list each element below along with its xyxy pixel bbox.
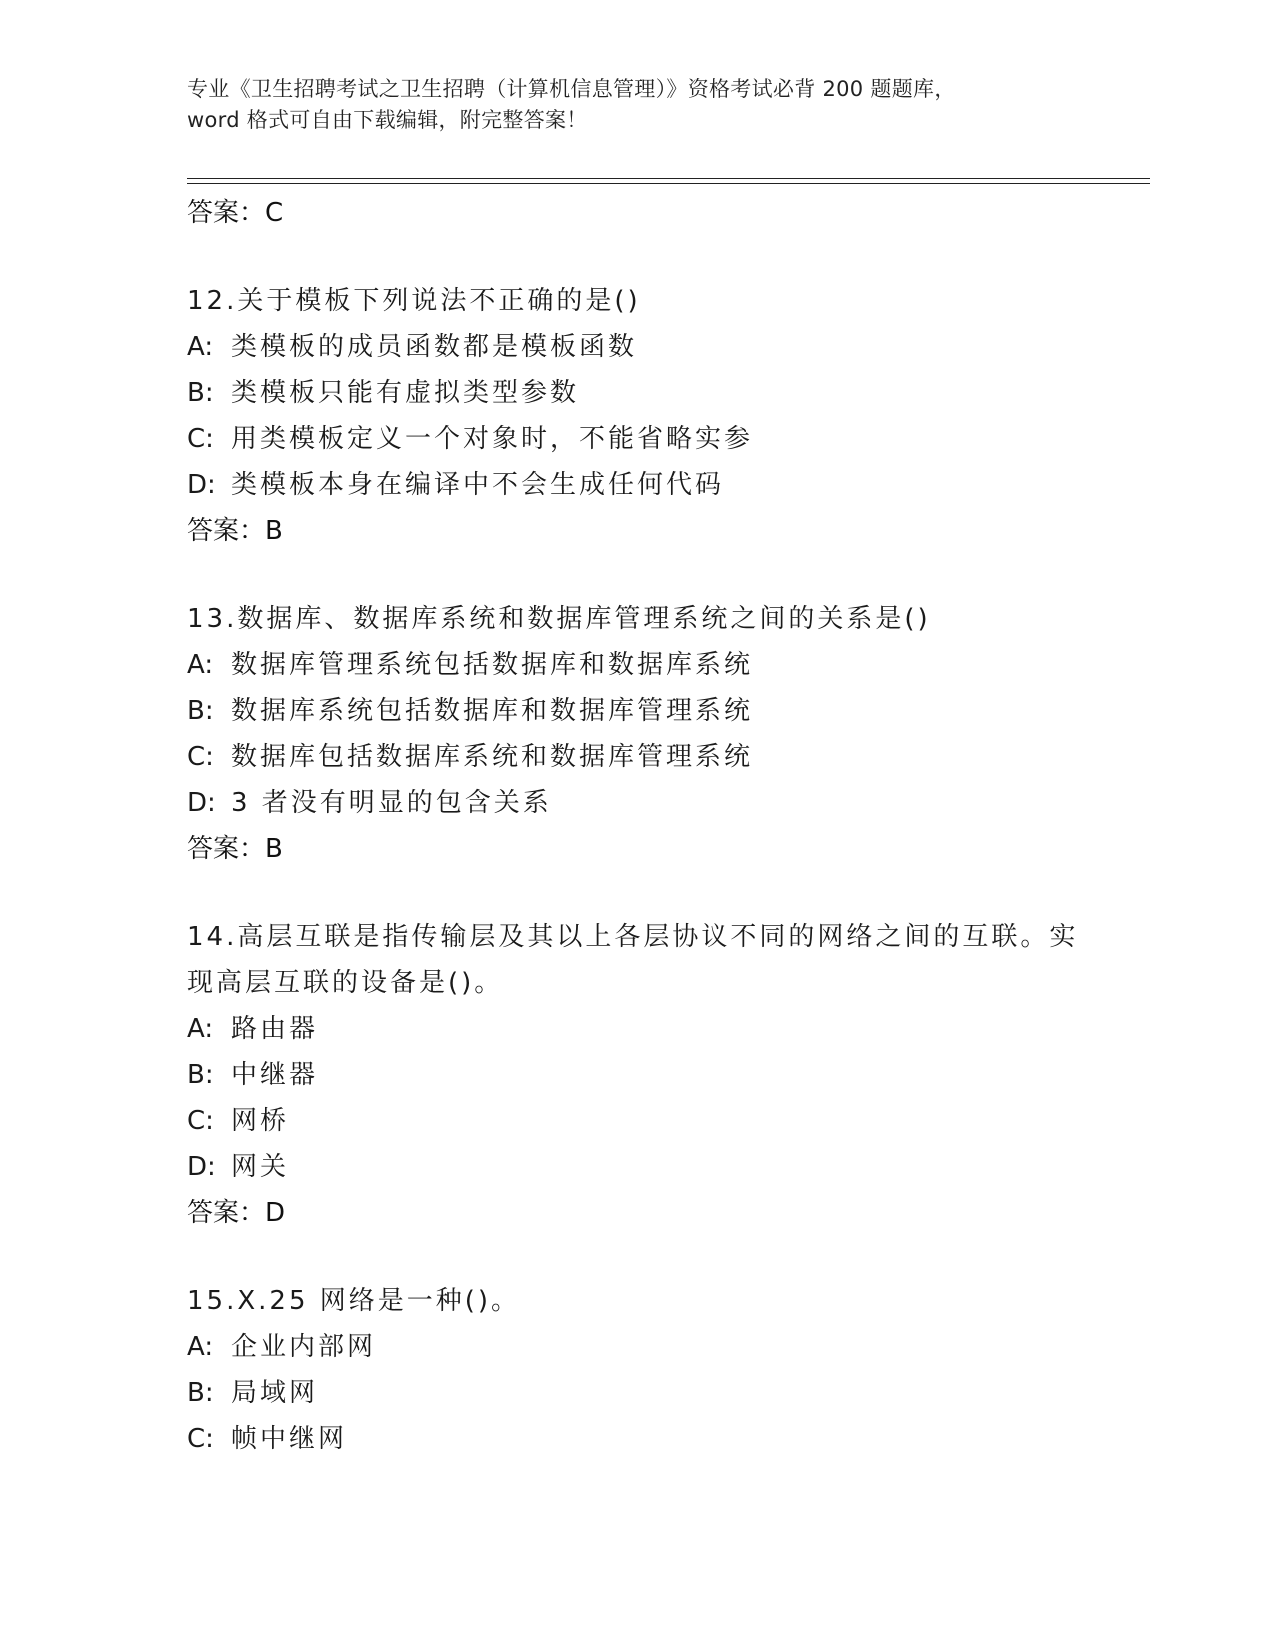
option-key: B: [187,1378,214,1408]
option-text: 网桥 [231,1106,290,1136]
option-b [187,688,1147,734]
option-d [187,462,1147,508]
option-key: D: [187,470,216,500]
option-c [187,1416,1147,1462]
option-a [187,1006,1147,1052]
option-c [187,734,1147,780]
option-key: A: [187,1332,214,1362]
option-text: 企业内部网 [231,1332,377,1362]
question-text: 13.数据库、数据库系统和数据库管理系统之间的关系是() [187,604,931,634]
option-c [187,416,1147,462]
option-key: C: [187,424,214,454]
option-text: 数据库包括数据库系统和数据库管理系统 [231,742,754,772]
answer-label: 答案：B [187,516,283,546]
option-key: C: [187,742,214,772]
option-text: 帧中继网 [231,1424,348,1454]
header-divider-bottom [187,183,1150,184]
option-text: 3 者没有明显的包含关系 [231,788,552,818]
option-b [187,370,1147,416]
option-text: 用类模板定义一个对象时，不能省略实参 [231,424,754,454]
option-text: 数据库管理系统包括数据库和数据库系统 [231,650,754,680]
option-key: A: [187,1014,214,1044]
option-text: 中继器 [231,1060,319,1090]
option-key: A: [187,650,214,680]
question-14 [187,914,1147,1236]
option-text: 局域网 [231,1378,319,1408]
option-a [187,1324,1147,1370]
option-a [187,324,1147,370]
option-key: D: [187,788,216,818]
answer-label: 答案：C [187,198,284,228]
option-text: 类模板的成员函数都是模板函数 [231,332,638,362]
option-key: B: [187,378,214,408]
option-key: C: [187,1424,214,1454]
question-text: 12.关于模板下列说法不正确的是() [187,286,641,316]
document-header [187,74,1087,136]
option-key: D: [187,1152,216,1182]
option-d [187,1144,1147,1190]
option-c [187,1098,1147,1144]
option-text: 类模板本身在编译中不会生成任何代码 [231,470,725,500]
question-list [187,190,1147,1462]
option-a [187,642,1147,688]
question-13 [187,596,1147,872]
option-key: C: [187,1106,214,1136]
question-15 [187,1278,1147,1462]
option-text: 网关 [231,1152,290,1182]
option-key: A: [187,332,214,362]
option-b [187,1370,1147,1416]
question-12 [187,278,1147,554]
option-d [187,780,1147,826]
question-text: 15.X.25 网络是一种()。 [187,1286,521,1316]
answer-label: 答案：B [187,834,283,864]
header-divider-top [187,178,1150,179]
option-text: 路由器 [231,1014,319,1044]
option-key: B: [187,1060,214,1090]
header-line-2: word 格式可自由下载编辑，附完整答案！ [187,108,588,132]
option-text: 类模板只能有虚拟类型参数 [231,378,580,408]
option-key: B: [187,696,214,726]
header-line-1: 专业《卫生招聘考试之卫生招聘（计算机信息管理）》资格考试必背 200 题题库， [187,77,956,101]
option-b [187,1052,1147,1098]
question-text: 14.高层互联是指传输层及其以上各层协议不同的网络之间的互联。实现高层互联的设备是()。 [187,922,1079,998]
option-text: 数据库系统包括数据库和数据库管理系统 [231,696,754,726]
answer-label: 答案：D [187,1198,286,1228]
